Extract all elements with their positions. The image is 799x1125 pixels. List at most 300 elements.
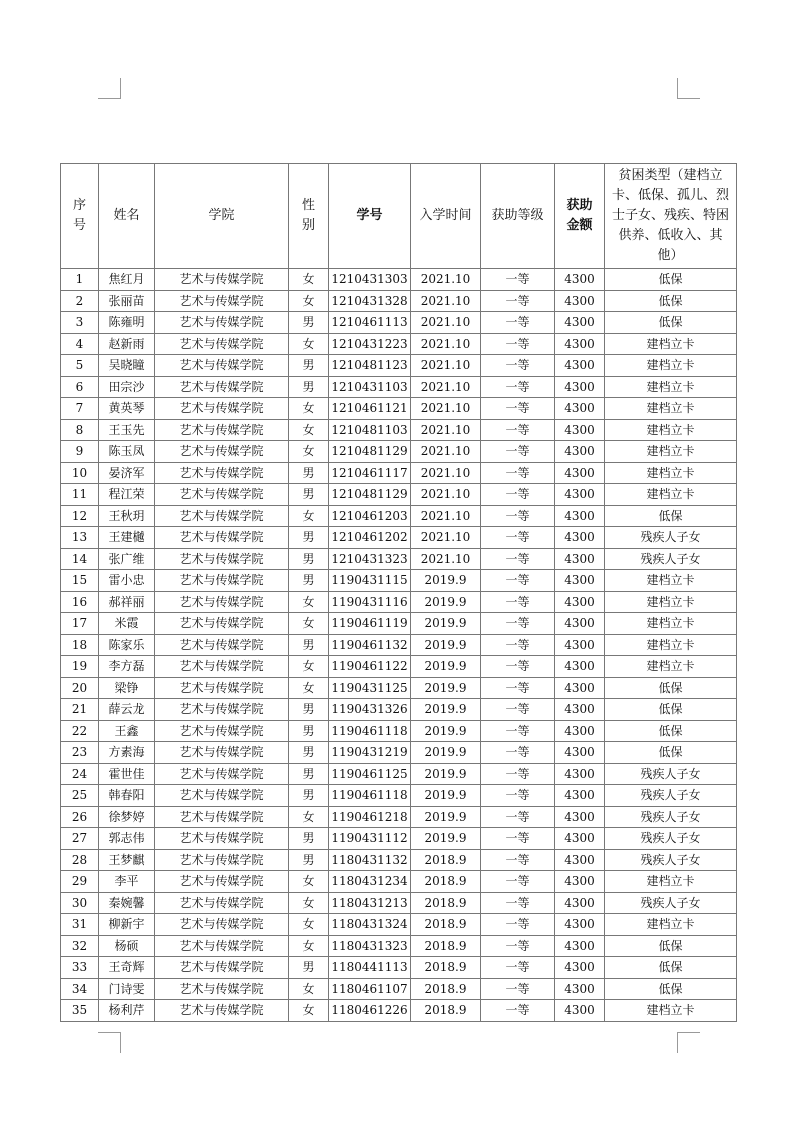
cell-student-id: 1190461122 — [329, 656, 411, 678]
cell-seq: 3 — [61, 312, 99, 334]
cell-poverty-type: 残疾人子女 — [605, 763, 737, 785]
cell-enroll-time: 2021.10 — [411, 269, 481, 291]
cell-poverty-type: 建档立卡 — [605, 355, 737, 377]
cell-enroll-time: 2018.9 — [411, 849, 481, 871]
cell-gender: 男 — [289, 376, 329, 398]
cell-gender: 女 — [289, 656, 329, 678]
cell-poverty-type: 残疾人子女 — [605, 828, 737, 850]
cell-seq: 5 — [61, 355, 99, 377]
cell-student-id: 1180431213 — [329, 892, 411, 914]
cell-aid-amount: 4300 — [555, 376, 605, 398]
cell-aid-grade: 一等 — [481, 871, 555, 893]
cell-enroll-time: 2021.10 — [411, 312, 481, 334]
cell-aid-amount: 4300 — [555, 892, 605, 914]
cell-seq: 18 — [61, 634, 99, 656]
cell-aid-amount: 4300 — [555, 312, 605, 334]
cell-aid-amount: 4300 — [555, 656, 605, 678]
cell-student-id: 1190461119 — [329, 613, 411, 635]
cell-poverty-type: 建档立卡 — [605, 1000, 737, 1022]
cell-enroll-time: 2019.9 — [411, 699, 481, 721]
cell-student-id: 1190461118 — [329, 720, 411, 742]
table-row — [61, 677, 737, 699]
cell-college: 艺术与传媒学院 — [155, 527, 289, 549]
cell-aid-grade: 一等 — [481, 376, 555, 398]
table-row — [61, 871, 737, 893]
cell-aid-grade: 一等 — [481, 355, 555, 377]
cell-poverty-type: 建档立卡 — [605, 871, 737, 893]
cell-college: 艺术与传媒学院 — [155, 376, 289, 398]
header-student-id: 学号 — [329, 164, 411, 269]
cell-name: 杨硕 — [99, 935, 155, 957]
cell-student-id: 1190431125 — [329, 677, 411, 699]
header-aid-amount: 获助金额 — [555, 164, 605, 269]
cell-student-id: 1210461202 — [329, 527, 411, 549]
cell-gender: 女 — [289, 269, 329, 291]
cell-enroll-time: 2019.9 — [411, 591, 481, 613]
cell-enroll-time: 2021.10 — [411, 419, 481, 441]
cell-enroll-time: 2021.10 — [411, 505, 481, 527]
cell-poverty-type: 建档立卡 — [605, 914, 737, 936]
cell-seq: 20 — [61, 677, 99, 699]
cell-aid-grade: 一等 — [481, 333, 555, 355]
cell-student-id: 1190461118 — [329, 785, 411, 807]
cell-aid-amount: 4300 — [555, 570, 605, 592]
cell-name: 梁铮 — [99, 677, 155, 699]
table-row — [61, 1000, 737, 1022]
cell-aid-amount: 4300 — [555, 419, 605, 441]
cell-name: 韩春阳 — [99, 785, 155, 807]
cell-aid-grade: 一等 — [481, 269, 555, 291]
cell-poverty-type: 低保 — [605, 935, 737, 957]
cell-college: 艺术与传媒学院 — [155, 484, 289, 506]
cell-aid-grade: 一等 — [481, 699, 555, 721]
table-row — [61, 462, 737, 484]
cell-gender: 男 — [289, 742, 329, 764]
cell-college: 艺术与传媒学院 — [155, 677, 289, 699]
cell-college: 艺术与传媒学院 — [155, 914, 289, 936]
cell-aid-grade: 一等 — [481, 892, 555, 914]
cell-seq: 1 — [61, 269, 99, 291]
cell-gender: 女 — [289, 613, 329, 635]
cell-college: 艺术与传媒学院 — [155, 871, 289, 893]
cell-enroll-time: 2021.10 — [411, 376, 481, 398]
cell-aid-amount: 4300 — [555, 871, 605, 893]
cell-aid-grade: 一等 — [481, 978, 555, 1000]
cell-college: 艺术与传媒学院 — [155, 591, 289, 613]
cell-poverty-type: 残疾人子女 — [605, 806, 737, 828]
cell-student-id: 1210461117 — [329, 462, 411, 484]
cell-seq: 15 — [61, 570, 99, 592]
header-enroll-time: 入学时间 — [411, 164, 481, 269]
cell-name: 郭志伟 — [99, 828, 155, 850]
header-gender: 性别 — [289, 164, 329, 269]
cell-poverty-type: 建档立卡 — [605, 484, 737, 506]
cell-name: 王玉先 — [99, 419, 155, 441]
cell-college: 艺术与传媒学院 — [155, 957, 289, 979]
cell-gender: 男 — [289, 548, 329, 570]
cell-aid-grade: 一等 — [481, 613, 555, 635]
cell-name: 张广维 — [99, 548, 155, 570]
cell-aid-amount: 4300 — [555, 957, 605, 979]
cell-seq: 16 — [61, 591, 99, 613]
cell-enroll-time: 2019.9 — [411, 828, 481, 850]
cell-seq: 31 — [61, 914, 99, 936]
cell-poverty-type: 建档立卡 — [605, 333, 737, 355]
cell-gender: 女 — [289, 871, 329, 893]
cell-seq: 14 — [61, 548, 99, 570]
cell-gender: 男 — [289, 828, 329, 850]
header-name: 姓名 — [99, 164, 155, 269]
cell-enroll-time: 2019.9 — [411, 613, 481, 635]
cell-aid-amount: 4300 — [555, 978, 605, 1000]
cell-enroll-time: 2018.9 — [411, 978, 481, 1000]
cell-name: 李方磊 — [99, 656, 155, 678]
cell-name: 王奇辉 — [99, 957, 155, 979]
table-row — [61, 484, 737, 506]
cell-name: 黄英琴 — [99, 398, 155, 420]
cell-student-id: 1210481123 — [329, 355, 411, 377]
cell-poverty-type: 建档立卡 — [605, 656, 737, 678]
table-row — [61, 548, 737, 570]
cell-gender: 男 — [289, 484, 329, 506]
cell-name: 郝祥丽 — [99, 591, 155, 613]
cell-poverty-type: 残疾人子女 — [605, 527, 737, 549]
cell-aid-amount: 4300 — [555, 914, 605, 936]
cell-name: 徐梦婷 — [99, 806, 155, 828]
cell-aid-grade: 一等 — [481, 785, 555, 807]
cell-enroll-time: 2019.9 — [411, 742, 481, 764]
cell-name: 王梦麒 — [99, 849, 155, 871]
cell-enroll-time: 2021.10 — [411, 462, 481, 484]
cell-poverty-type: 低保 — [605, 720, 737, 742]
page-corner-mark-bottom-left — [98, 1032, 121, 1053]
cell-gender: 女 — [289, 333, 329, 355]
cell-student-id: 1210431103 — [329, 376, 411, 398]
cell-gender: 男 — [289, 634, 329, 656]
cell-seq: 4 — [61, 333, 99, 355]
cell-aid-grade: 一等 — [481, 419, 555, 441]
cell-poverty-type: 低保 — [605, 269, 737, 291]
cell-student-id: 1180431324 — [329, 914, 411, 936]
cell-gender: 男 — [289, 312, 329, 334]
cell-aid-amount: 4300 — [555, 742, 605, 764]
header-aid-grade: 获助等级 — [481, 164, 555, 269]
table-row — [61, 527, 737, 549]
cell-name: 门诗雯 — [99, 978, 155, 1000]
cell-seq: 25 — [61, 785, 99, 807]
cell-gender: 女 — [289, 892, 329, 914]
cell-aid-grade: 一等 — [481, 634, 555, 656]
cell-aid-amount: 4300 — [555, 785, 605, 807]
cell-enroll-time: 2018.9 — [411, 914, 481, 936]
cell-gender: 女 — [289, 419, 329, 441]
table-row — [61, 613, 737, 635]
header-college: 学院 — [155, 164, 289, 269]
cell-aid-amount: 4300 — [555, 462, 605, 484]
cell-aid-amount: 4300 — [555, 677, 605, 699]
aid-recipients-table — [60, 163, 737, 1022]
cell-college: 艺术与传媒学院 — [155, 269, 289, 291]
cell-poverty-type: 建档立卡 — [605, 613, 737, 635]
table-row — [61, 806, 737, 828]
table-row — [61, 355, 737, 377]
cell-college: 艺术与传媒学院 — [155, 333, 289, 355]
cell-aid-amount: 4300 — [555, 763, 605, 785]
cell-enroll-time: 2018.9 — [411, 1000, 481, 1022]
cell-enroll-time: 2019.9 — [411, 785, 481, 807]
cell-enroll-time: 2018.9 — [411, 892, 481, 914]
cell-aid-amount: 4300 — [555, 333, 605, 355]
cell-college: 艺术与传媒学院 — [155, 355, 289, 377]
cell-name: 晏济军 — [99, 462, 155, 484]
cell-enroll-time: 2019.9 — [411, 720, 481, 742]
table-row — [61, 914, 737, 936]
cell-college: 艺术与传媒学院 — [155, 1000, 289, 1022]
cell-aid-grade: 一等 — [481, 763, 555, 785]
table-row — [61, 419, 737, 441]
cell-college: 艺术与传媒学院 — [155, 548, 289, 570]
cell-seq: 8 — [61, 419, 99, 441]
cell-gender: 女 — [289, 677, 329, 699]
cell-enroll-time: 2019.9 — [411, 656, 481, 678]
cell-enroll-time: 2021.10 — [411, 290, 481, 312]
cell-student-id: 1180461226 — [329, 1000, 411, 1022]
cell-aid-grade: 一等 — [481, 914, 555, 936]
cell-student-id: 1210431323 — [329, 548, 411, 570]
cell-aid-amount: 4300 — [555, 849, 605, 871]
cell-aid-grade: 一等 — [481, 527, 555, 549]
cell-seq: 33 — [61, 957, 99, 979]
table-row — [61, 849, 737, 871]
cell-aid-amount: 4300 — [555, 591, 605, 613]
table-row — [61, 333, 737, 355]
cell-poverty-type: 建档立卡 — [605, 419, 737, 441]
cell-student-id: 1190461218 — [329, 806, 411, 828]
cell-poverty-type: 低保 — [605, 957, 737, 979]
cell-gender: 男 — [289, 763, 329, 785]
cell-name: 方素海 — [99, 742, 155, 764]
cell-seq: 34 — [61, 978, 99, 1000]
cell-name: 陈玉凤 — [99, 441, 155, 463]
cell-college: 艺术与传媒学院 — [155, 634, 289, 656]
cell-name: 王秋玥 — [99, 505, 155, 527]
cell-gender: 女 — [289, 441, 329, 463]
table-row — [61, 591, 737, 613]
cell-aid-grade: 一等 — [481, 677, 555, 699]
cell-college: 艺术与传媒学院 — [155, 505, 289, 527]
cell-gender: 女 — [289, 806, 329, 828]
cell-name: 田宗沙 — [99, 376, 155, 398]
cell-poverty-type: 低保 — [605, 312, 737, 334]
cell-aid-amount: 4300 — [555, 1000, 605, 1022]
cell-aid-grade: 一等 — [481, 1000, 555, 1022]
cell-enroll-time: 2019.9 — [411, 634, 481, 656]
cell-name: 张丽苗 — [99, 290, 155, 312]
cell-seq: 26 — [61, 806, 99, 828]
cell-enroll-time: 2021.10 — [411, 527, 481, 549]
cell-college: 艺术与传媒学院 — [155, 656, 289, 678]
cell-college: 艺术与传媒学院 — [155, 613, 289, 635]
cell-poverty-type: 残疾人子女 — [605, 785, 737, 807]
cell-student-id: 1210431223 — [329, 333, 411, 355]
cell-aid-grade: 一等 — [481, 656, 555, 678]
cell-enroll-time: 2021.10 — [411, 355, 481, 377]
cell-aid-grade: 一等 — [481, 312, 555, 334]
cell-seq: 23 — [61, 742, 99, 764]
table-row — [61, 720, 737, 742]
table-row — [61, 376, 737, 398]
table-row — [61, 763, 737, 785]
cell-aid-grade: 一等 — [481, 290, 555, 312]
cell-aid-grade: 一等 — [481, 505, 555, 527]
cell-college: 艺术与传媒学院 — [155, 398, 289, 420]
cell-enroll-time: 2021.10 — [411, 441, 481, 463]
cell-poverty-type: 低保 — [605, 742, 737, 764]
cell-college: 艺术与传媒学院 — [155, 720, 289, 742]
cell-aid-grade: 一等 — [481, 806, 555, 828]
cell-aid-amount: 4300 — [555, 290, 605, 312]
cell-poverty-type: 建档立卡 — [605, 441, 737, 463]
cell-student-id: 1210481103 — [329, 419, 411, 441]
cell-gender: 男 — [289, 527, 329, 549]
cell-name: 吴晓瞳 — [99, 355, 155, 377]
table-row — [61, 785, 737, 807]
cell-aid-amount: 4300 — [555, 806, 605, 828]
cell-poverty-type: 低保 — [605, 677, 737, 699]
cell-college: 艺术与传媒学院 — [155, 806, 289, 828]
cell-aid-amount: 4300 — [555, 355, 605, 377]
cell-seq: 17 — [61, 613, 99, 635]
cell-gender: 女 — [289, 290, 329, 312]
cell-seq: 10 — [61, 462, 99, 484]
cell-gender: 女 — [289, 935, 329, 957]
cell-student-id: 1210461203 — [329, 505, 411, 527]
cell-college: 艺术与传媒学院 — [155, 419, 289, 441]
cell-enroll-time: 2018.9 — [411, 935, 481, 957]
table-row — [61, 290, 737, 312]
cell-college: 艺术与传媒学院 — [155, 462, 289, 484]
cell-college: 艺术与传媒学院 — [155, 742, 289, 764]
cell-enroll-time: 2021.10 — [411, 333, 481, 355]
header-seq: 序号 — [61, 164, 99, 269]
cell-seq: 21 — [61, 699, 99, 721]
cell-gender: 男 — [289, 720, 329, 742]
table-row — [61, 312, 737, 334]
cell-student-id: 1190431112 — [329, 828, 411, 850]
cell-gender: 男 — [289, 462, 329, 484]
cell-college: 艺术与传媒学院 — [155, 978, 289, 1000]
cell-gender: 女 — [289, 1000, 329, 1022]
cell-aid-amount: 4300 — [555, 505, 605, 527]
cell-enroll-time: 2021.10 — [411, 398, 481, 420]
cell-aid-grade: 一等 — [481, 957, 555, 979]
cell-aid-grade: 一等 — [481, 548, 555, 570]
cell-name: 焦红月 — [99, 269, 155, 291]
cell-enroll-time: 2019.9 — [411, 763, 481, 785]
cell-name: 秦婉馨 — [99, 892, 155, 914]
cell-student-id: 1180441113 — [329, 957, 411, 979]
cell-name: 李平 — [99, 871, 155, 893]
cell-student-id: 1190461125 — [329, 763, 411, 785]
table-row — [61, 742, 737, 764]
cell-aid-amount: 4300 — [555, 548, 605, 570]
cell-seq: 13 — [61, 527, 99, 549]
cell-college: 艺术与传媒学院 — [155, 828, 289, 850]
cell-seq: 11 — [61, 484, 99, 506]
table-row — [61, 978, 737, 1000]
cell-student-id: 1190431326 — [329, 699, 411, 721]
cell-college: 艺术与传媒学院 — [155, 312, 289, 334]
cell-poverty-type: 建档立卡 — [605, 570, 737, 592]
page-corner-mark-top-left — [98, 78, 121, 99]
table-row — [61, 699, 737, 721]
cell-enroll-time: 2021.10 — [411, 484, 481, 506]
cell-name: 王建樾 — [99, 527, 155, 549]
cell-poverty-type: 低保 — [605, 505, 737, 527]
cell-student-id: 1180431323 — [329, 935, 411, 957]
cell-college: 艺术与传媒学院 — [155, 935, 289, 957]
cell-name: 米霞 — [99, 613, 155, 635]
cell-aid-amount: 4300 — [555, 699, 605, 721]
cell-aid-grade: 一等 — [481, 441, 555, 463]
header-poverty-type: 贫困类型（建档立卡、低保、孤儿、烈士子女、残疾、特困供养、低收入、其他） — [605, 164, 737, 269]
table-row — [61, 935, 737, 957]
cell-seq: 19 — [61, 656, 99, 678]
cell-student-id: 1180461107 — [329, 978, 411, 1000]
cell-seq: 9 — [61, 441, 99, 463]
cell-gender: 女 — [289, 398, 329, 420]
cell-gender: 男 — [289, 849, 329, 871]
page-corner-mark-top-right — [677, 78, 700, 99]
cell-aid-grade: 一等 — [481, 398, 555, 420]
cell-name: 柳新宇 — [99, 914, 155, 936]
cell-aid-amount: 4300 — [555, 527, 605, 549]
cell-seq: 28 — [61, 849, 99, 871]
cell-gender: 女 — [289, 978, 329, 1000]
cell-name: 陈雍明 — [99, 312, 155, 334]
cell-poverty-type: 建档立卡 — [605, 398, 737, 420]
cell-enroll-time: 2019.9 — [411, 806, 481, 828]
cell-poverty-type: 低保 — [605, 699, 737, 721]
cell-seq: 32 — [61, 935, 99, 957]
cell-aid-amount: 4300 — [555, 935, 605, 957]
cell-seq: 30 — [61, 892, 99, 914]
cell-student-id: 1210461113 — [329, 312, 411, 334]
cell-poverty-type: 残疾人子女 — [605, 849, 737, 871]
cell-enroll-time: 2019.9 — [411, 570, 481, 592]
table-row — [61, 398, 737, 420]
cell-gender: 男 — [289, 957, 329, 979]
cell-gender: 女 — [289, 505, 329, 527]
cell-aid-grade: 一等 — [481, 742, 555, 764]
cell-student-id: 1210481129 — [329, 441, 411, 463]
cell-gender: 女 — [289, 914, 329, 936]
page-corner-mark-bottom-right — [677, 1032, 700, 1053]
cell-seq: 7 — [61, 398, 99, 420]
cell-aid-amount: 4300 — [555, 484, 605, 506]
cell-seq: 2 — [61, 290, 99, 312]
cell-seq: 6 — [61, 376, 99, 398]
cell-college: 艺术与传媒学院 — [155, 785, 289, 807]
cell-aid-amount: 4300 — [555, 441, 605, 463]
table-row — [61, 656, 737, 678]
cell-name: 王鑫 — [99, 720, 155, 742]
cell-name: 薛云龙 — [99, 699, 155, 721]
cell-seq: 27 — [61, 828, 99, 850]
cell-poverty-type: 建档立卡 — [605, 591, 737, 613]
table-header-row — [61, 164, 737, 269]
cell-college: 艺术与传媒学院 — [155, 441, 289, 463]
